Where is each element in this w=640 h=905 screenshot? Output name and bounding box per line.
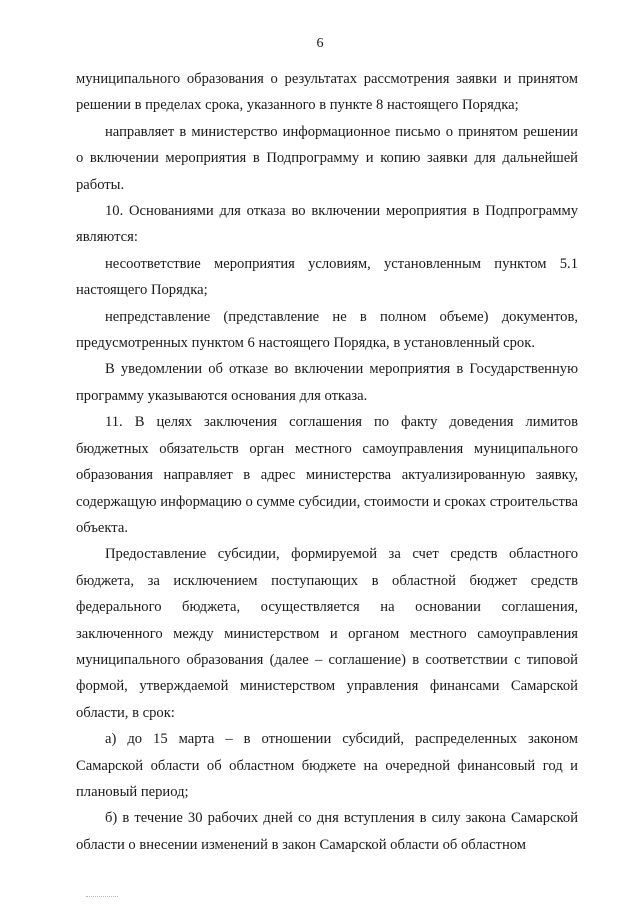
paragraph-refusal-notice: В уведомлении об отказе во включении мероприятия в Государственную программу указываются основания для отказа.: [76, 361, 578, 404]
paragraph-item-11: 11. В целях заключения соглашения по факту доведения лимитов бюджетных обязательств орган местного самоуправления муниципального образования направляет в адрес министерства актуализированную заявку, содержащую информацию о сумме субсидии, стоимости и сроках строительства объекта.: [76, 414, 578, 536]
document-body: [76, 66, 578, 858]
paragraph-item-10: 10. Основаниями для отказа во включении мероприятия в Подпрограмму являются:: [76, 203, 578, 246]
paragraph-subsidy-provision: Предоставление субсидии, формируемой за счет средств областного бюджета, за исключением поступающих в областной бюджет средств федерального бюджета, осуществляется на основании соглашения, заключенного между министерством и органом местного самоуправления муниципального образования (далее – соглашение) в соответствии с типовой формой, утверждаемой министерством управления финансами Самарской области, в срок:: [76, 546, 578, 721]
paragraph-reason-mismatch: несоответствие мероприятия условиям, установленным пунктом 5.1 настоящего Порядка;: [76, 255, 578, 299]
paragraph-send-letter: направляет в министерство информационное письмо о принятом решении о включении мероприятия в Подпрограмму и копию заявки для дальнейшей работы.: [76, 123, 578, 193]
paragraph-subitem-a: а) до 15 марта – в отношении субсидий, распределенных законом Самарской области об областном бюджете на очередной финансовый год и плановый период;: [76, 731, 578, 800]
paragraph-subitem-b: б) в течение 30 рабочих дней со дня вступления в силу закона Самарской области о внесении изменений в закон Самарской области об областном: [76, 810, 578, 853]
paragraph-continuation: муниципального образования о результатах рассмотрения заявки и принятом решении в пределах срока, указанного в пункте 8 настоящего Порядка;: [76, 71, 578, 114]
scan-mark: [86, 896, 118, 898]
paragraph-reason-no-documents: непредставление (представление не в полном объеме) документов, предусмотренных пунктом 6 настоящего Порядка, в установленный срок.: [76, 308, 578, 352]
page-number: 6: [316, 36, 324, 51]
